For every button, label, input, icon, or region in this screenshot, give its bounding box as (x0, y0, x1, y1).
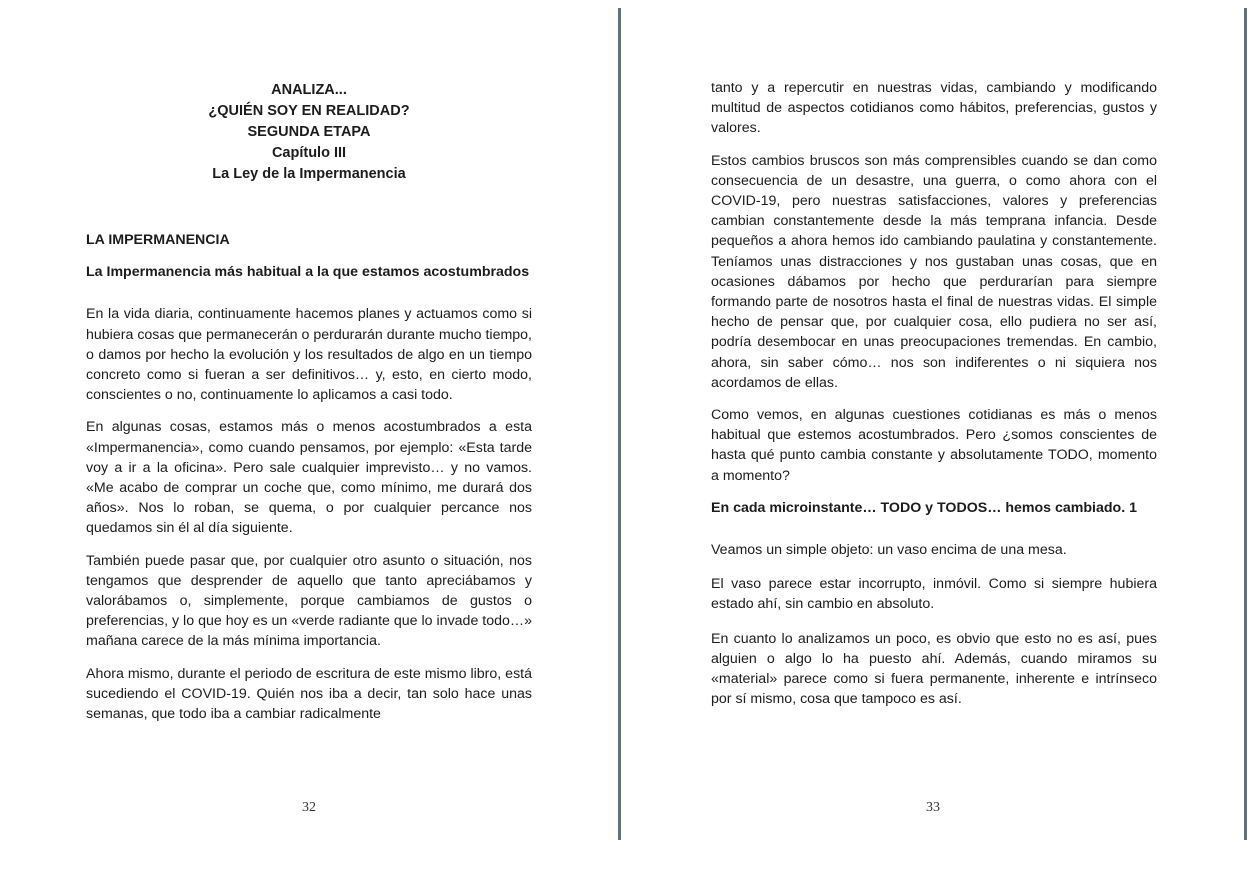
subheading: En cada microinstante… TODO y TODOS… hemos cambiado. 1 (711, 499, 1137, 516)
subheading: La Impermanencia más habitual a la que estamos acostumbrados (86, 264, 530, 281)
page-edge (1244, 8, 1247, 840)
title-line-question: ¿QUIÉN SOY EN REALIDAD? (208, 103, 410, 119)
paragraph: También puede pasar que, por cualquier otro asunto o situación, nos tengamos que desprender de aquello que tanto apreciábamos y valorábamos o, simplemente, porque cambiamos de gustos o preferencias, y lo que hoy es un «verde radiante que lo invade todo…» mañana carece de la más mínima importancia. (86, 552, 532, 650)
section-heading: LA IMPERMANENCIA (86, 232, 230, 248)
paragraph: En cuanto lo analizamos un poco, es obvio que esto no es así, pues alguien o algo lo ha puesto ahí. Además, cuando miramos su «material» parece como si fuera permanente, inherente e intrínseco por sí mismo, cosa que tampoco es así. (711, 630, 1157, 708)
paragraph: En algunas cosas, estamos más o menos acostumbrados a esta «Impermanencia», como cuando pensamos, por ejemplo: «Esta tarde voy a ir a la oficina». Pero sale cualquier imprevisto… y no vamos. «Me acabo de comprar un coche que, como mínimo, me durará dos años». Nos lo roban, se quema, o por cualquier percance nos quedamos sin él al día siguiente. (86, 419, 532, 537)
paragraph: tanto y a repercutir en nuestras vidas, cambiando y modificando multitud de aspectos cotidianos como hábitos, preferencias, gustos y valores. (711, 80, 1157, 137)
title-line-law: La Ley de la Impermanencia (212, 166, 406, 182)
paragraph: Veamos un simple objeto: un vaso encima de una mesa. (711, 542, 1067, 559)
page-number: 32 (302, 800, 316, 815)
chapter-title (86, 80, 532, 185)
left-body-text (86, 230, 532, 736)
title-line-stage: SEGUNDA ETAPA (247, 124, 371, 140)
title-line-book: ANALIZA... (271, 82, 347, 98)
paragraph: El vaso parece estar incorrupto, inmóvil. Como si siempre hubiera estado ahí, sin cambio en absoluto. (711, 576, 1157, 613)
paragraph: En la vida diaria, continuamente hacemos planes y actuamos como si hubiera cosas que permanecerán o perdurarán durante mucho tiempo, o damos por hecho la evolución y los resultados de algo en un tiempo concreto como si fueran a ser definitivos… y, esto, en cierto modo, conscientes o no, continuamente lo aplicamos a casi todo. (86, 306, 532, 404)
title-line-chapter: Capítulo III (271, 145, 347, 161)
right-body-text (711, 78, 1157, 721)
page-number: 33 (926, 800, 940, 815)
left-page (0, 0, 618, 872)
paragraph: Como vemos, en algunas cuestiones cotidianas es más o menos habitual que estemos acostumbrados. Pero ¿somos conscientes de hasta qué punto cambia constante y absolutamente TODO, momento a momento? (711, 407, 1157, 484)
page-divider (618, 8, 621, 840)
paragraph: Estos cambios bruscos son más comprensibles cuando se dan como consecuencia de un desastre, una guerra, o como ahora con el COVID-19, pero nuestras satisfacciones, valores y preferencias cambian constantemente desde la más temprana infancia. Desde pequeños a ahora hemos ido cambiando paulatina y constantemente. Teníamos unas distracciones y nos gustaban unas cosas, que en ocasiones dábamos por hecho que perdurarían para siempre formando parte de nosotros hasta el final de nuestras vidas. El simple hecho de pensar que, por cualquier cosa, ello pudiera no ser así, podría desembocar en unas preocupaciones tremendas. En cambio, ahora, sin saber cómo… nos son indiferentes o ni siquiera nos acordamos de ellas. (711, 152, 1157, 391)
paragraph: Ahora mismo, durante el periodo de escritura de este mismo libro, está sucediendo el COVID-19. Quién nos iba a decir, tan solo hace unas semanas, que todo iba a cambiar radicalmente (86, 665, 532, 723)
